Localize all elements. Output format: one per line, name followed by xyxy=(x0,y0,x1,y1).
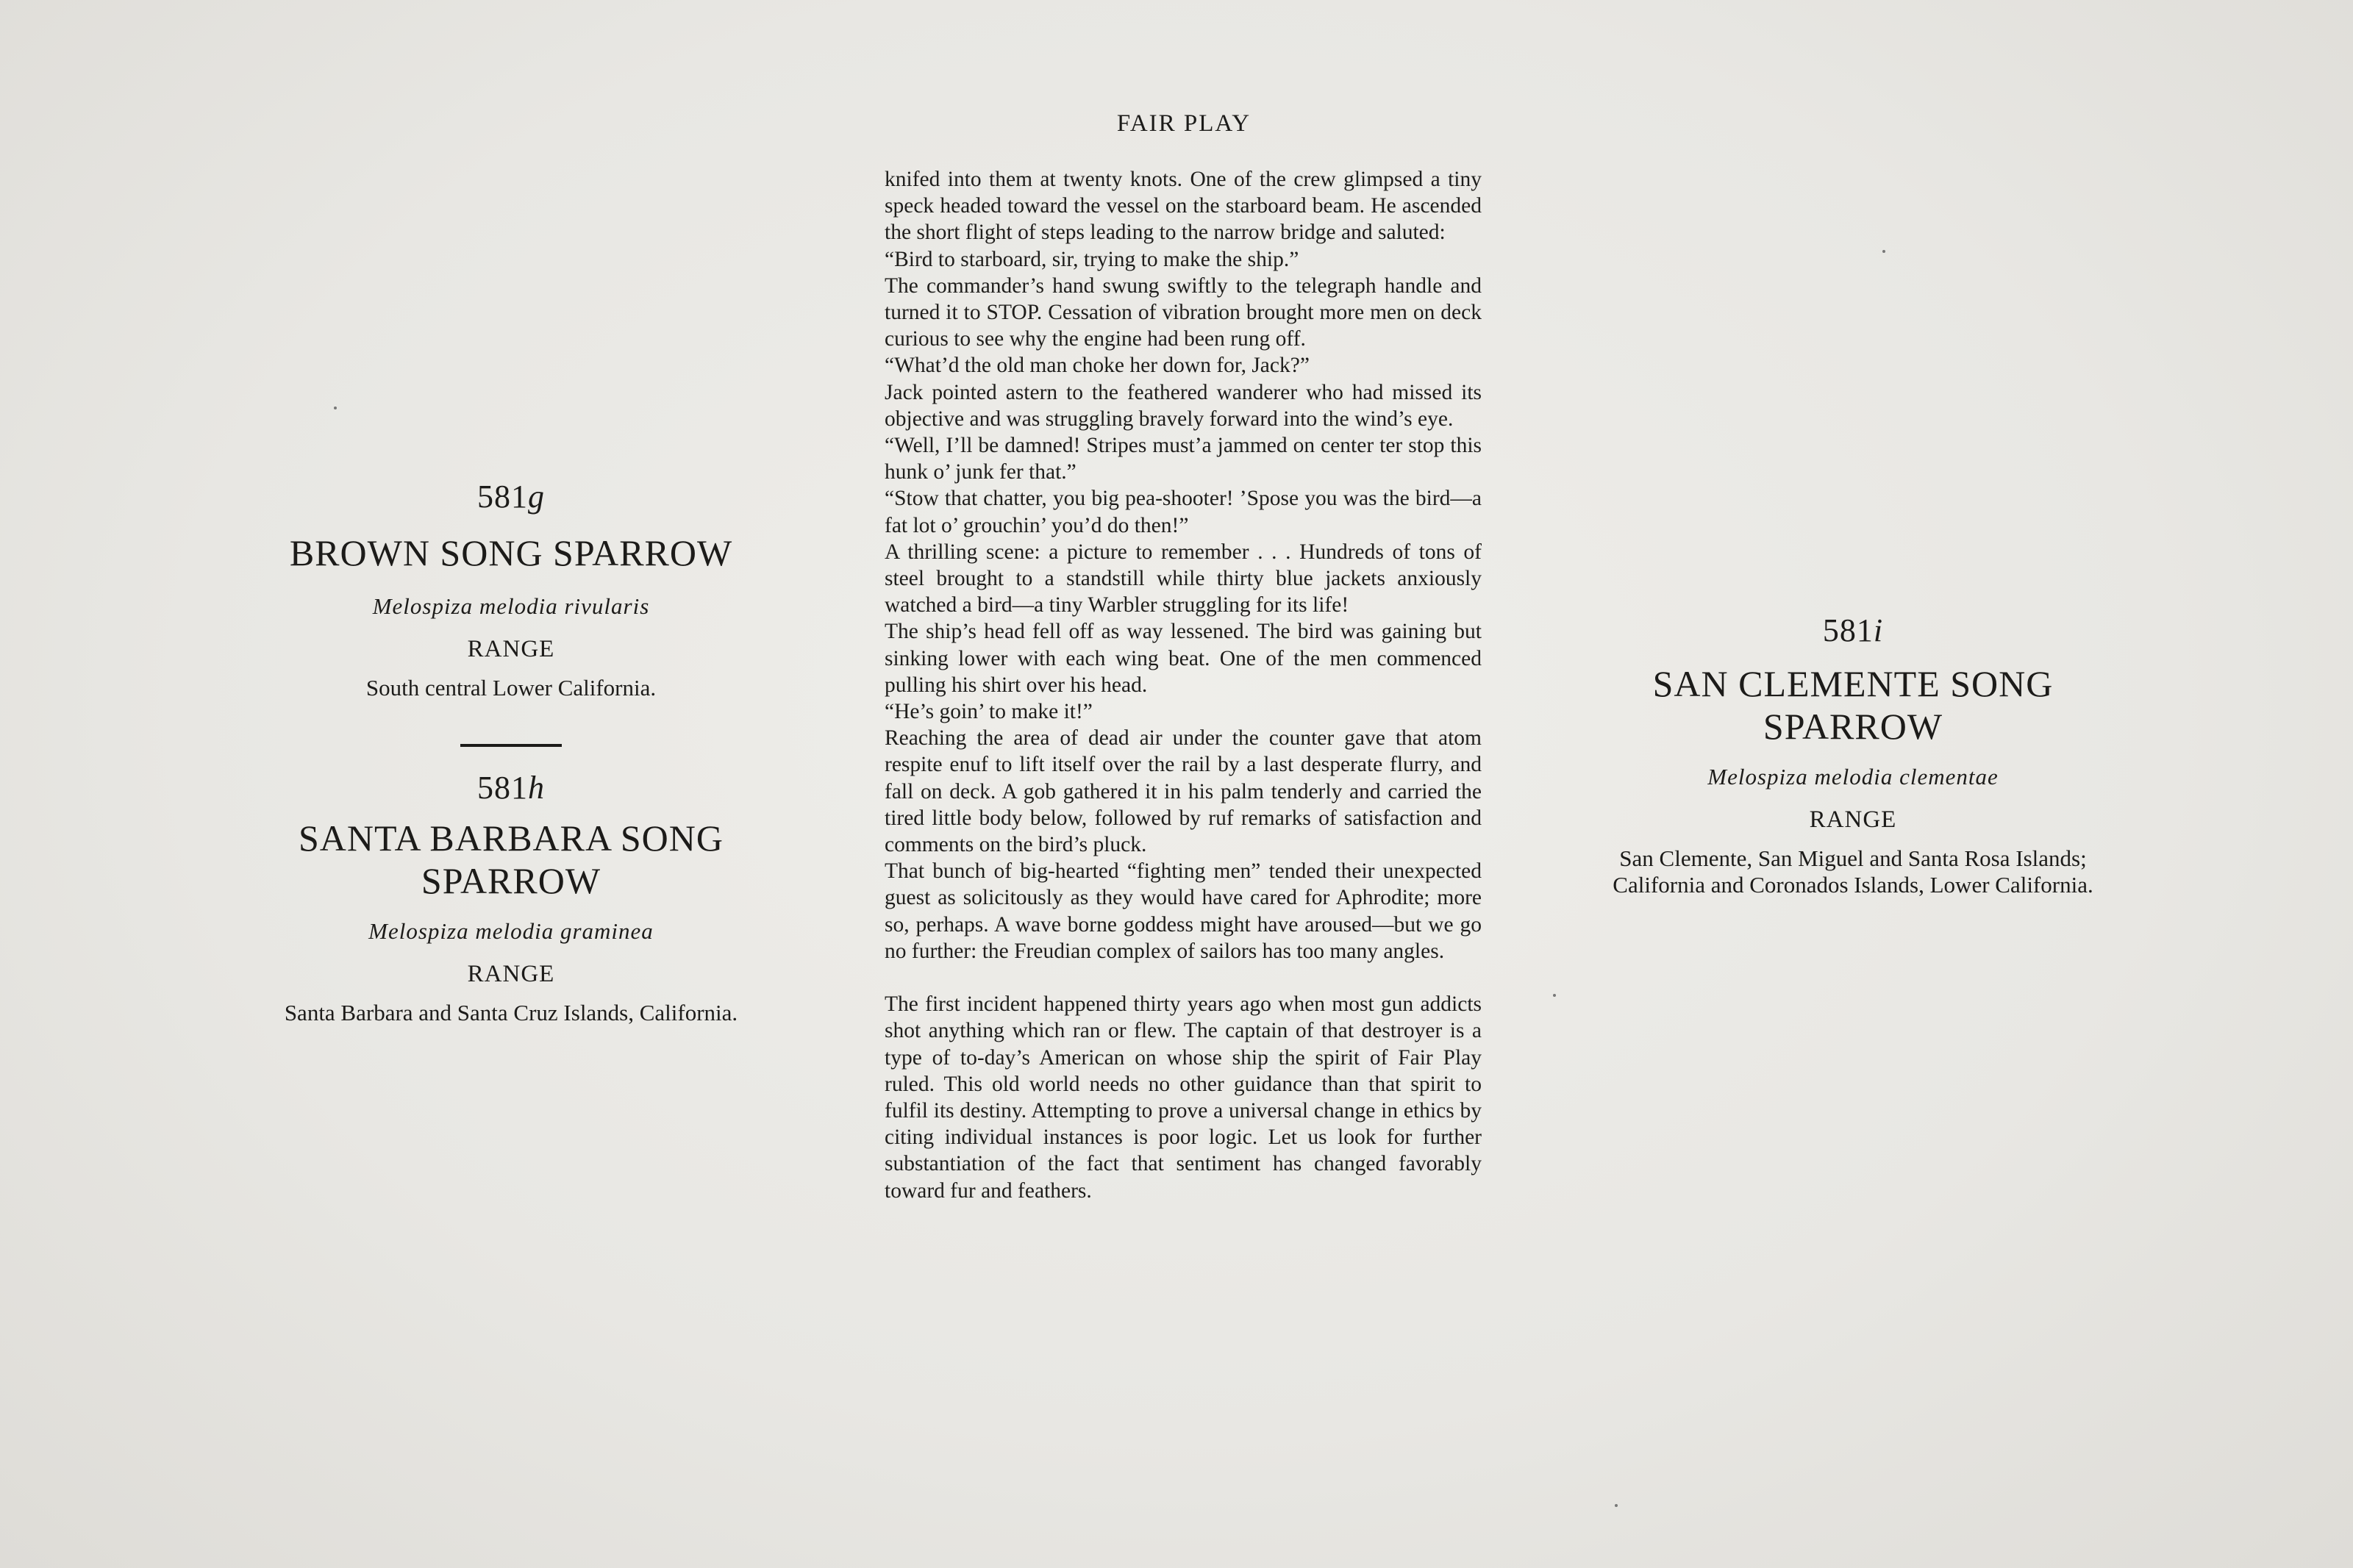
range-text: Santa Barbara and Santa Cruz Islands, California. xyxy=(284,1000,738,1025)
page-header: FAIR PLAY xyxy=(1116,110,1252,137)
species-entry-581h xyxy=(199,769,824,1026)
species-name-line: SAN CLEMENTE SONG xyxy=(1652,663,2054,704)
body-paragraph: knifed into them at twenty knots. One of the crew glimpsed a tiny speck headed toward the vessel on the starboard beam. He ascended the short flight of steps leading to the narrow bridge and saluted: xyxy=(885,168,1482,245)
species-name-line: SPARROW xyxy=(1763,706,1943,747)
range-text: South central Lower California. xyxy=(365,675,657,701)
species-name-line: SPARROW xyxy=(421,860,601,901)
range-text xyxy=(1529,845,2177,898)
range-heading: RANGE xyxy=(467,636,555,662)
species-name xyxy=(199,817,824,902)
closing-paragraph: The first incident happened thirty years ago when most gun addicts shot anything which ran or flew. The captain of that destroyer is a type of to-day’s American on whose ship the spirit of Fair Play ruled. This old world needs no other guidance than that spirit to fulfil its destiny. Attempting to prove a universal change in ethics by citing individual instances is poor logic. Let us look for further substantiation of the fact that sentiment has changed favorably toward fur and feathers. xyxy=(885,992,1482,1203)
species-name xyxy=(1529,662,2177,748)
body-paragraph: That bunch of big-hearted “fighting men” tended their unexpected guest as solicitously as they would have cared for Aphrodite; more so, perhaps. A wave borne goddess might have aroused—but we go no further: the Freudian complex of sailors has too many angles. xyxy=(885,859,1482,963)
body-paragraph: “Well, I’ll be damned! Stripes must’a jammed on center ter stop this hunk o’ junk fer that.” xyxy=(885,434,1482,484)
scientific-name: Melospiza melodia rivularis xyxy=(372,593,650,619)
body-paragraph: “What’d the old man choke her down for, Jack?” xyxy=(885,354,1310,378)
scientific-name: Melospiza melodia graminea xyxy=(368,918,654,944)
species-entry-581g xyxy=(221,478,801,701)
range-line: San Clemente, San Miguel and Santa Rosa Islands; xyxy=(1619,845,2087,871)
body-paragraph: Jack pointed astern to the feathered wanderer who had missed its objective and was struggling bravely forward into the wind’s eye. xyxy=(885,380,1482,431)
range-heading: RANGE xyxy=(467,961,555,987)
paper-speck xyxy=(334,407,337,409)
body-paragraph: “Stow that chatter, you big pea-shooter! ’Spose you was the bird—a fat lot o’ grouchin’ you’d do then!” xyxy=(885,487,1482,537)
divider-rule xyxy=(460,744,562,747)
species-name: BROWN SONG SPARROW xyxy=(289,532,733,573)
species-entry-581i xyxy=(1529,612,2177,898)
body-paragraph: “He’s goin’ to make it!” xyxy=(885,700,1093,724)
body-paragraph: The commander’s hand swung swiftly to the telegraph handle and turned it to STOP. Cessation of vibration brought more men on deck curious to see why the engine had been rung off. xyxy=(885,273,1482,351)
paper-speck xyxy=(1553,994,1556,997)
body-paragraph: “Bird to starboard, sir, trying to make the ship.” xyxy=(885,247,1299,271)
body-paragraph: Reaching the area of dead air under the counter gave that atom respite enuf to lift itself over the rail by a last desperate flurry, and fall on deck. A gob gathered it in his palm tenderly and carried the tired little body below, followed by ruf remarks of satisfaction and comments on the bird’s pluck. xyxy=(885,726,1482,857)
body-text-column xyxy=(885,166,1482,1204)
paper-speck xyxy=(1882,250,1885,253)
paragraph-gap xyxy=(885,964,1482,991)
body-paragraph: The ship’s head fell off as way lessened. The bird was gaining but sinking lower with each wing beat. One of the men commenced pulling his shirt over his head. xyxy=(885,620,1482,697)
scientific-name: Melospiza melodia clementae xyxy=(1707,764,1999,790)
species-name-line: SANTA BARBARA SONG xyxy=(298,817,724,859)
range-line: California and Coronados Islands, Lower California. xyxy=(1613,872,2093,898)
species-number: 581g xyxy=(477,479,545,515)
body-paragraph: A thrilling scene: a picture to remember . . . Hundreds of tons of steel brought to a standstill while thirty blue jackets anxiously watched a bird—a tiny Warbler struggling for its life! xyxy=(885,540,1482,617)
species-number: 581i xyxy=(1822,612,1884,648)
range-heading: RANGE xyxy=(1809,806,1897,833)
species-number: 581h xyxy=(477,770,545,806)
paper-speck xyxy=(1615,1504,1618,1507)
